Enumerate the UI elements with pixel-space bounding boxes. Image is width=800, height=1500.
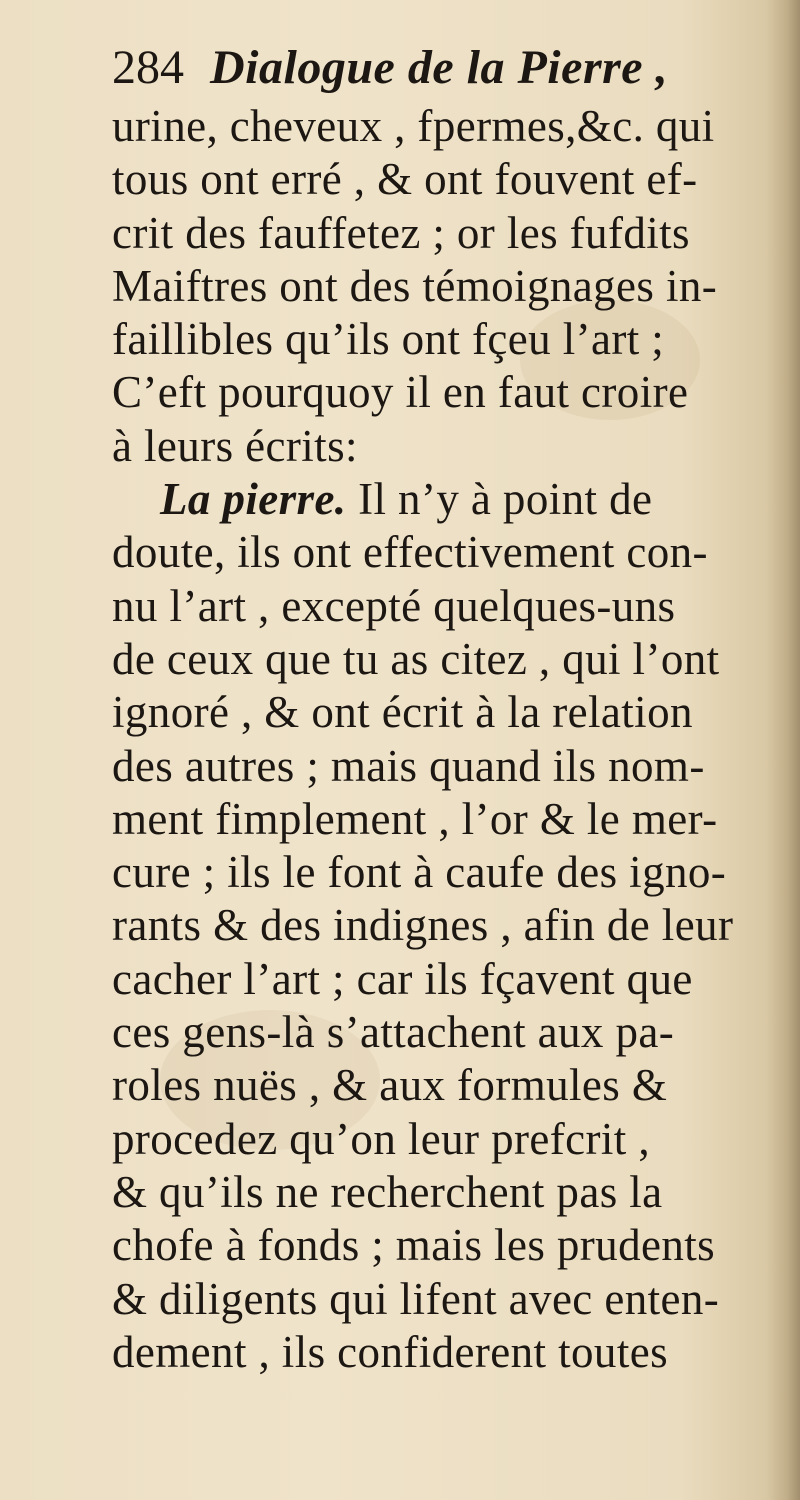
text-line: tous ont erré , & ont fouvent ef- (112, 154, 698, 205)
text-line: nu l’art , excepté quelques-uns (112, 580, 676, 631)
text-line: & qu’ils ne recherchent pas la (112, 1166, 663, 1217)
body-text (112, 100, 762, 1379)
text-line: chofe à fonds ; mais les prudents (112, 1220, 716, 1271)
text-line: ignoré , & ont écrit à la relation (112, 687, 693, 738)
text-line: faillibles qu’ils ont fçeu l’art ; (112, 314, 665, 365)
speaker-line (112, 473, 762, 526)
text-line: urine, cheveux , fpermes,&c. qui (112, 101, 715, 151)
speaker-name: La pierre. (160, 474, 347, 525)
text-line: dement , ils confiderent toutes (112, 1326, 669, 1377)
text-line: des autres ; mais quand ils nom- (112, 740, 705, 791)
text-line: & diligents qui lifent avec enten- (112, 1273, 720, 1324)
text-line: ment fimplement , l’or & le mer- (112, 793, 718, 844)
text-line: ces gens-là s’attachent aux pa- (112, 1007, 675, 1058)
text-line: de ceux que tu as citez , qui l’ont (112, 633, 720, 684)
text-line: crit des fauffetez ; or les fufdits (112, 207, 690, 258)
page-edge-shadow (766, 0, 800, 1500)
text-line: roles nuës , & aux formules & (112, 1060, 668, 1111)
text-line: Maiftres ont des témoignages in- (112, 260, 718, 311)
text-line: cacher l’art ; car ils fçavent que (112, 953, 693, 1004)
text-line: cure ; ils le font à caufe des igno- (112, 847, 727, 898)
page-number: 284 (112, 41, 184, 94)
text-line: à leurs écrits: (112, 420, 358, 471)
running-title: Dialogue de la Pierre , (210, 41, 669, 94)
text-line: C’eft pourquoy il en faut croire (112, 367, 689, 418)
speaker-text: Il n’y à point de (346, 474, 653, 525)
text-line: procedez qu’on leur prefcrit , (112, 1113, 650, 1164)
text-line: doute, ils ont effectivement con- (112, 527, 708, 578)
running-head (112, 38, 752, 98)
text-line: rants & des indignes , afin de leur (112, 900, 734, 951)
